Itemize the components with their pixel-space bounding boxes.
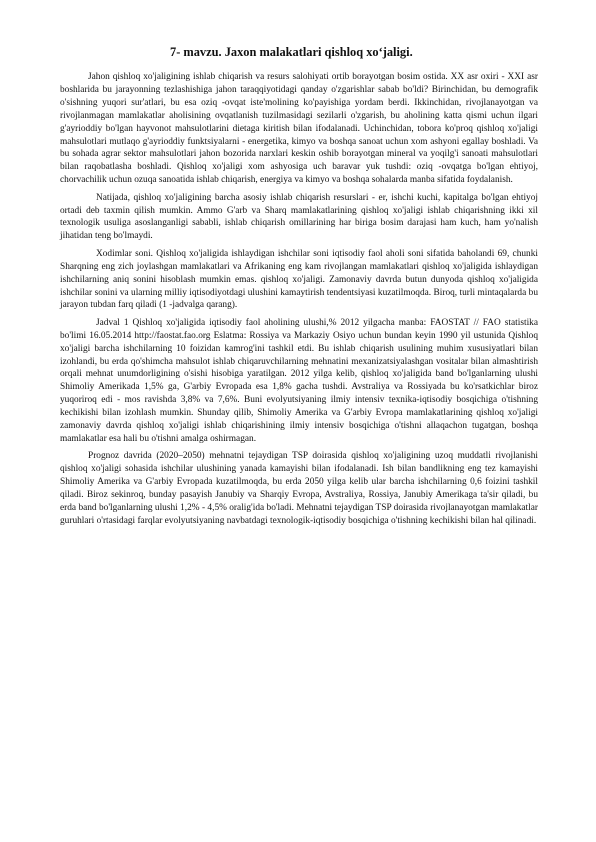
document-page [60, 44, 538, 532]
paragraph-table-note: Jadval 1 Qishloq xo'jaligida iqtisodiy faol aholining ulushi,% 2012 yilgacha manba: FAOSTAT // FAO statistika bo'limi 16.05.2014 http://faostat.fao.org Eslatma: Rossiya va Markaziy Osiyo uchun bundan keyin 1990 yil ustunida Qishloq xo'jaligi barcha ishchilarning 10 foizidan kamrog'ini tashkil etdi. Bu ishlab chiqarish usulining muhim xususiyatlari bilan izohlandi, bu erda qo'shimcha mahsulot ishlab chiqaruvchilarning mehnatini mexanizatsiyalashgan vositalar bilan almashtirish orqali mehnat unumdorligining o'sishi hisobiga yaratilgan. 2012 yilga kelib, qishloq xo'jaligida band bo'lganlarning ulushi Shimoliy Amerikada 1,5% ga, G'arbiy Evropada esa 1,8% gacha tushdi. Avstraliya va Rossiyada bu ko'rsatkichlar biroz yuqoriroq edi - mos ravishda 3,8% va 7,6%. Buni evolyutsiyaning ilmiy intensiv texnika-iqtisodiy bosqichiga o'tishning kechikishi bilan izohlash mumkin. Shunday qilib, Shimoliy Amerika va G'arbiy Evropa mamlakatlarining qishloq xo'jaligi zamonaviy davrda qishloq xo'jaligi ishlab chiqarishining ilmiy intensiv bosqichiga o'tishni allaqachon tugatgan, boshqa mamlakatlar esa hali bu o'tishni amalga oshirmagan. [60, 317, 538, 444]
paragraph-result: Natijada, qishloq xo'jaligining barcha asosiy ishlab chiqarish resurslari - er, ishchi kuchi, kapitalga bo'lgan ehtiyoj ortadi deb taxmin qilish mumkin. Ammo G'arb va Sharq mamlakatlarining qishloq xo'jaligi ishlab chiqarishning ikki xil texnologik usuliga asoslanganligi sababli, ishlab chiqarish omillarining har biriga bosim darajasi ham kuch, ham yo'nalish jihatidan teng bo'lmaydi. [60, 192, 538, 242]
paragraph-forecast: Prognoz davrida (2020–2050) mehnatni tejaydigan TSP doirasida qishloq xo'jaligining uzoq muddatli rivojlanishi qishloq xo'jaligi sohasida ishchilar ulushining yanada kamayishi bilan ifodalanadi. Ish bilan bandlikning eng tez kamayishi Shimoliy Amerika va G'arbiy Evropada kuzatilmoqda, bu erda 2050 yilga kelib ular barcha ishchilarning 0,6 foizini tashkil qiladi. Biroz sekinroq, bunday pasayish Janubiy va Sharqiy Evropa, Avstraliya, Rossiya, Janubiy Amerikaga ta'sir qiladi, bu erda band bo'lganlarning ulushi 1,2% - 4,5% oralig'ida bo'ladi. Mehnatni tejaydigan TSP doirasida rivojlanayotgan mamlakatlar guruhlari o'rtasidagi farqlar evolyutsiyaning navbatdagi texnologik-iqtisodiy bosqichiga o'tishning kechikishi bilan hal qilinadi. [60, 451, 538, 526]
paragraph-workforce: Xodimlar soni. Qishloq xo'jaligida ishlaydigan ishchilar soni iqtisodiy faol aholi soni sifatida baholandi 69, chunki Sharqning eng zich joylashgan mamlakatlari va Afrikaning eng kam rivojlangan mamlakatlari qishloq xo'jaligida ishlaydigan ishchilarning aniq sonini hisoblash mumkin emas. qishloq xo'jaligi. Zamonaviy davrda butun dunyoda qishloq xo'jaligida ishchilar sonini va ularning milliy iqtisodiyotdagi ulushini kamaytirish tendentsiyasi kuzatilmoqda. Biroq, turli mintaqalarda bu jarayon tubdan farq qiladi (1 -jadvalga qarang). [60, 248, 538, 311]
page-title: 7- mavzu. Jaxon malakatlari qishloq xo‘jaligi. [170, 45, 413, 59]
paragraph-intro: Jahon qishloq xo'jaligining ishlab chiqarish va resurs salohiyati ortib borayotgan bosim ostida. XX asr oxiri - XXI asr boshlarida bu jarayonning tezlashishiga jahon taraqqiyotidagi qanday o'zgarishlar sabab bo'ldi? Birinchidan, bu demografik o'sishning yuqori sur'atlari, bu esa oziq -ovqat iste'molining ko'payishiga yordam berdi. Ikkinchidan, rivojlanayotgan va rivojlanmagan mamlakatlar aholisining ovqatlanish tuzilmasidagi sezilarli o'zgarish, bu aholining katta qismi uchun ilgari g'ayrioddiy bo'lgan hayvonot mahsulotlarini dietaga kiritish bilan ifodalanadi. Uchinchidan, tobora ko'proq qishloq xo'jaligi mahsulotlari mutlaqo g'ayrioddiy funktsiyalarni - energetika, kimyo va boshqa sanoat uchun xom ashyoni egallay boshladi. Va bu sohada agrar sektor mahsulotlari jahon bozorida narxlari keskin oshib borayotgan mineral va yoqilg'i sanoati mahsulotlari bilan raqobatlasha boshladi. Qishloq xo'jaligi xom ashyosiga uch baravar yuk tushdi: oziq -ovqatga bo'lgan ehtiyoj, chorvachilik uchun ozuqa sanoatida ishlab chiqarish, energiya va kimyo va boshqa sohalarda manba sifatida foydalanish. [60, 72, 538, 186]
